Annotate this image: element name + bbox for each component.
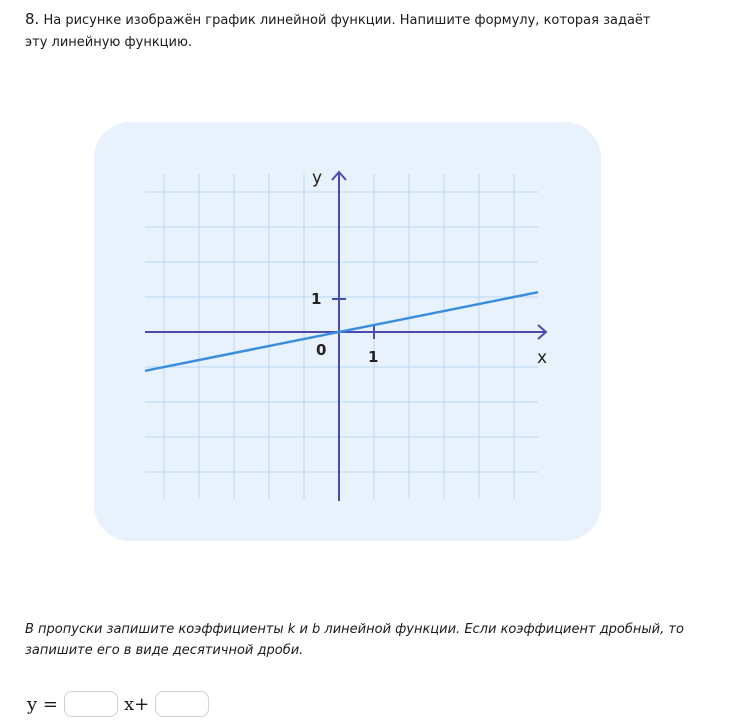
origin-label: 0 <box>316 341 327 359</box>
question-number: 8. <box>25 10 40 28</box>
b-coefficient-input[interactable] <box>155 691 209 717</box>
k-coefficient-input[interactable] <box>64 691 118 717</box>
instruction-text: В пропуски запишите коэффициенты k и b линейной функции. Если коэффициент дробный, то запишите его в виде десятичной дроби. <box>25 622 684 658</box>
answer-formula <box>25 689 213 719</box>
x-axis-label: x <box>537 348 548 368</box>
formula-middle: x+ <box>123 693 150 715</box>
y-axis-label: y <box>312 168 323 188</box>
graph-card <box>94 122 601 541</box>
question-body: На рисунке изображён график линейной функции. Напишите формулу, которая задаёт эту линейную функцию. <box>25 13 651 50</box>
y-unit-label: 1 <box>311 290 322 308</box>
axes <box>145 172 546 501</box>
x-unit-label: 1 <box>368 348 379 366</box>
question-text <box>25 8 665 54</box>
linear-function-graph <box>94 122 601 541</box>
grid <box>145 174 538 499</box>
formula-prefix: y = <box>27 693 58 715</box>
